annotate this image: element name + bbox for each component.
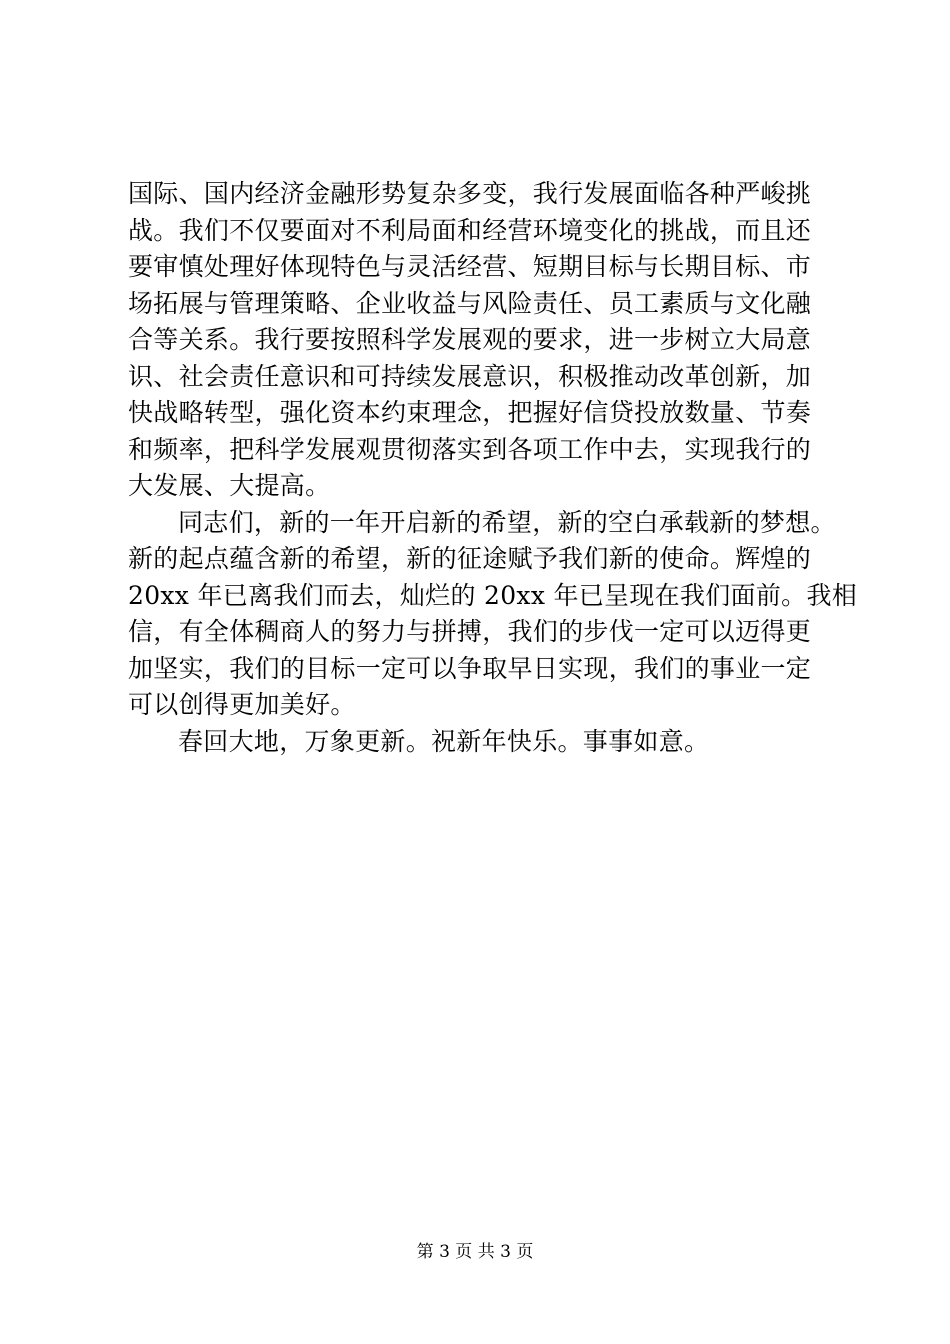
text-line: 加坚实，我们的目标一定可以争取早日实现，我们的事业一定 xyxy=(128,653,812,683)
document-body xyxy=(128,176,858,760)
text-line: 新的起点蕴含新的希望，新的征途赋予我们新的使命。辉煌的 xyxy=(128,544,812,573)
text-line: 同志们，新的一年开启新的希望，新的空白承载新的梦想。 xyxy=(178,507,836,537)
text-line: 20xx 年已离我们而去，灿烂的 20xx 年已呈现在我们面前。我相 xyxy=(128,580,858,610)
text-line: 春回大地，万象更新。祝新年快乐。事事如意。 xyxy=(178,726,710,756)
paragraph-1 xyxy=(128,176,838,505)
paragraph-3 xyxy=(128,724,838,761)
text-line: 快战略转型，强化资本约束理念，把握好信贷投放数量、节奏 xyxy=(128,398,812,427)
text-line: 国际、国内经济金融形势复杂多变，我行发展面临各种严峻挑 xyxy=(128,179,812,208)
paragraph-2 xyxy=(128,505,858,724)
text-line: 信，有全体稠商人的努力与拼搏，我们的步伐一定可以迈得更 xyxy=(128,617,812,646)
page-footer xyxy=(0,1240,950,1264)
text-line: 要审慎处理好体现特色与灵活经营、短期目标与长期目标、市 xyxy=(128,252,812,281)
text-line: 可以创得更加美好。 xyxy=(128,690,356,719)
text-line: 场拓展与管理策略、企业收益与风险责任、员工素质与文化融 xyxy=(128,288,812,318)
text-line: 战。我们不仅要面对不利局面和经营环境变化的挑战，而且还 xyxy=(128,215,812,245)
text-line: 大发展、大提高。 xyxy=(128,471,331,500)
text-line: 合等关系。我行要按照科学发展观的要求，进一步树立大局意 xyxy=(128,325,812,354)
text-line: 识、社会责任意识和可持续发展意识，积极推动改革创新，加 xyxy=(128,361,812,391)
page-number-label: 第 3 页 共 3 页 xyxy=(416,1242,534,1262)
text-line: 和频率，把科学发展观贯彻落实到各项工作中去，实现我行的 xyxy=(128,434,812,464)
